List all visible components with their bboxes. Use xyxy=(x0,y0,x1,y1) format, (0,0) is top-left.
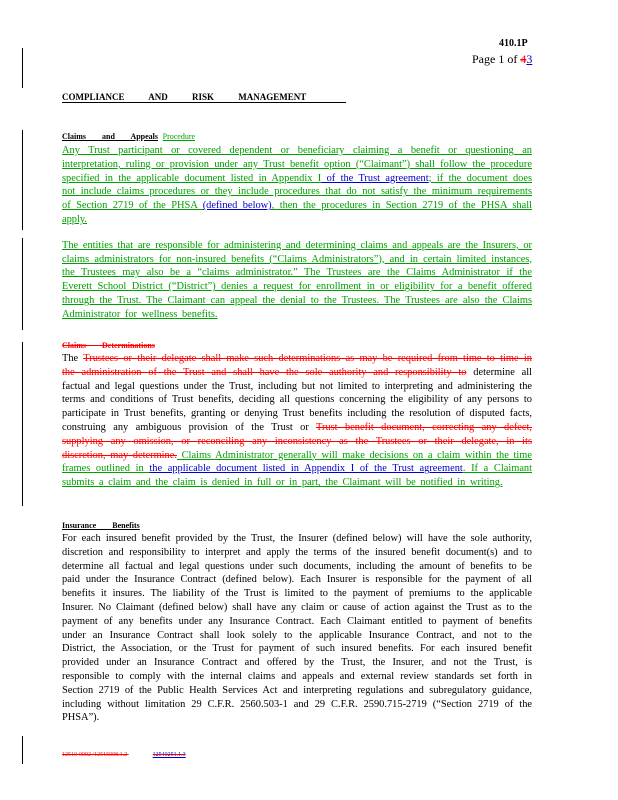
page-total-deleted: 4 xyxy=(520,52,527,66)
change-bar xyxy=(22,48,23,88)
claims-determinations-paragraph xyxy=(62,352,532,490)
footer-inserted-id: 12540251.1.3 xyxy=(152,752,186,758)
inserted-text-alt: the applicable document listed in Appendix I of the Trust agreement xyxy=(149,463,463,475)
change-bar xyxy=(22,736,23,764)
page-number xyxy=(472,52,532,67)
footer-document-id xyxy=(62,752,186,758)
section-title: COMPLIANCE AND RISK MANAGEMENT xyxy=(62,92,346,103)
insurance-benefits-paragraph: For each insured benefit provided by the Trust, the Insurer (defined below) will have the sole authority, discretion and responsibility to interpret and apply the terms of the insured benefit document(s) and to determine all factual and legal questions under such documents, including the amount of benefits to be paid under the Insurance Contract (defined below). Each Insurer is responsible for the payment of all benefits it insures. The liability of the Trust is limited to the payment of premiums to the applicable Insurer. No Claimant (defined below) shall have any claim or cause of action against the Trust as to the payment of any benefits under any Insurance Contract. Each Claimant entitled to payment of benefits under an Insurance Contract shall look solely to the applicable Insurance Contract, and not to the District, the Association, or the Trust for payment of such insured benefits. For each insured benefit provided under an Insurance Contract and offered by the Trust, the Insurer, and not the Trust, is responsible to comply with the internal claims and appeals and external review standards set forth in Section 2719 of the Public Health Services Act and interpreting regulations and subregulatory guidance, including without limitation 29 C.F.R. 2560.503-1 and 29 C.F.R. 2590.715-2719 (“Section 2719 of the PHSA”). xyxy=(62,533,532,724)
plain-text: The xyxy=(62,353,84,364)
inserted-text: Any Trust participant or covered dependent or beneficiary claiming a benefit or questioning an interpretation, ruling or provision under any Trust benefit option (“Claimant”) shall follow the procedure specified in the applicable document listed in Appendix I xyxy=(62,145,532,184)
inserted-text: Claims Administrator generally will make decisions on a claim within the time frames outlined in xyxy=(62,449,532,475)
inserted-text-alt: (defined below) xyxy=(202,200,272,212)
document-number: 410.1P xyxy=(499,38,528,49)
claims-determinations-heading-line xyxy=(62,340,532,352)
inserted-text: . If a Claimant submits a claim and the claim is denied in full or in part, the Claimant will be notified in writing. xyxy=(62,463,533,489)
plain-text: determine all factual and legal questions under the Trust, including but not limited to interpreting and administering the terms and conditions of Trust benefits, deciding all questions concerning the eligibility of any persons to participate in Trust benefits, granting or denying Trust benefits including the resolution of disputed facts, construing any ambiguous provision of the Trust or xyxy=(62,366,532,433)
inserted-text-alt: of the Trust agreement xyxy=(321,172,429,184)
insurance-benefits-heading-line xyxy=(62,520,532,532)
page-total-inserted: 3 xyxy=(526,52,533,66)
claims-determinations-heading: Claims Determinations xyxy=(62,341,155,350)
claims-appeals-heading: Claims and Appeals xyxy=(62,132,159,141)
change-bar xyxy=(22,238,23,330)
deleted-text: Trust benefit document, correcting any defect, supplying any omission, or reconciling any inconsistency as the Trustees or their delegate, in its discretion, may determine. xyxy=(62,421,532,461)
claims-appeals-section xyxy=(62,130,532,322)
change-bar xyxy=(22,130,23,230)
page-prefix: Page xyxy=(472,52,496,66)
claims-determinations-section xyxy=(62,340,532,490)
claims-appeals-heading-line xyxy=(62,130,532,144)
claims-appeals-paragraph-2: The entities that are responsible for administering and determining claims and appeals are the Insurers, or claims administrators for non-insured benefits (“Claims Administrators”), and in certain limited instances, the Trustees may also be a “claims administrator.” The Trustees are the Claims Administrator if the Everett School District (“District”) denies a request for enrollment in or eligibility for a benefit offered through the Trust. The Claimant can appeal the denial to the Trustees. The Trustees are also the Claims Administrator for wellness benefits. xyxy=(62,239,532,320)
paragraph-gap xyxy=(62,227,532,239)
claims-appeals-paragraph-1 xyxy=(62,144,532,227)
page-current: 1 xyxy=(498,52,505,66)
footer-deleted-id: 12510-0002 /12515008.1.2 xyxy=(62,752,128,758)
inserted-text: , then the procedures in Section 2719 of the PHSA shall apply. xyxy=(62,200,532,225)
inserted-text: ; if the document does not include claims procedures or they include procedures that do not satisfy the minimum requirements of Section 2719 of the PHSA xyxy=(62,172,532,212)
insurance-benefits-section xyxy=(62,520,532,725)
claims-appeals-heading-inserted: Procedure xyxy=(162,132,196,141)
deleted-text: Trustees or their delegate shall make such determinations as may be required from time to time in the administration of the Trust and shall have the sole authority and responsibility to xyxy=(62,353,532,378)
change-bar xyxy=(22,342,23,506)
insurance-benefits-heading: Insurance Benefits xyxy=(62,521,140,530)
page-of: of xyxy=(507,52,518,66)
